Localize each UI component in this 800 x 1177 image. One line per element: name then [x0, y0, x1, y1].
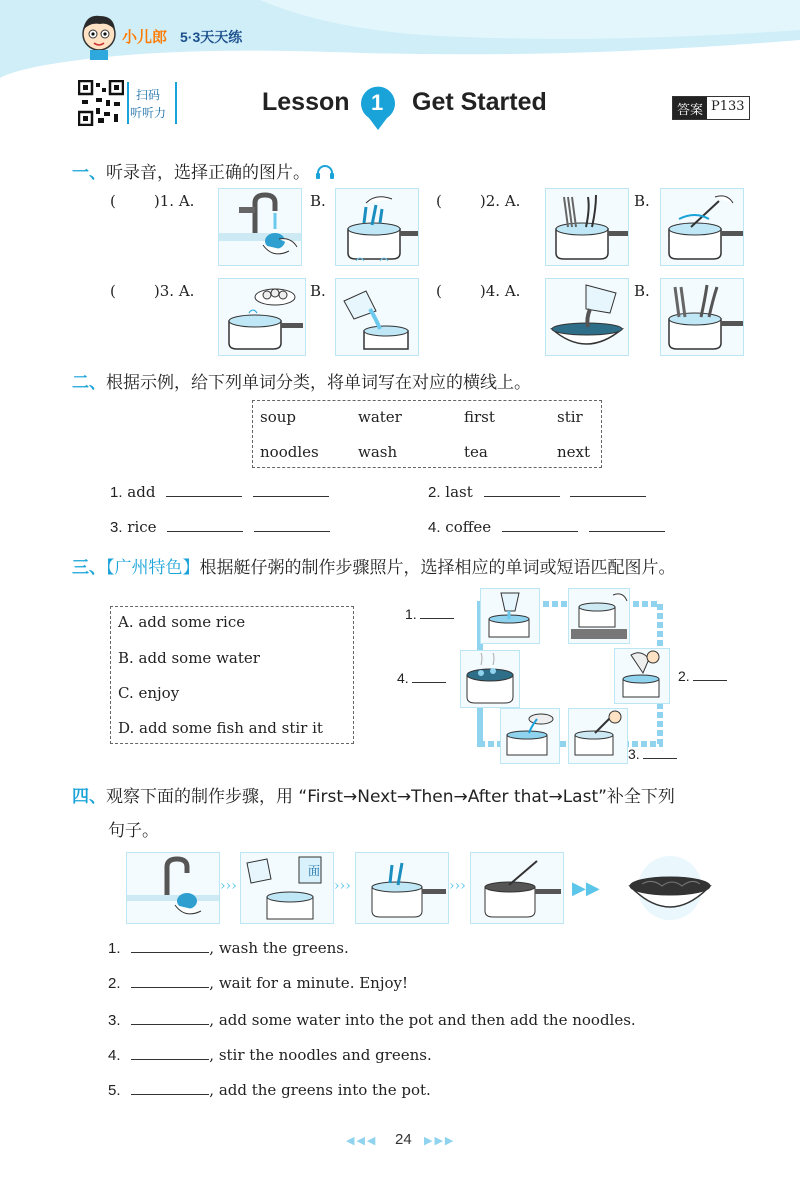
classify-blank-2b[interactable]: [570, 482, 646, 497]
word-bank-5: noodles: [260, 443, 319, 461]
cycle-label-4: [397, 668, 446, 686]
cycle-photo-1-pour-water[interactable]: [480, 588, 540, 644]
q2-picture-b-stir[interactable]: [660, 188, 744, 266]
cycle-blank-4[interactable]: [412, 668, 446, 683]
section3-number: 三、: [72, 558, 106, 578]
q4-close-paren: ): [479, 282, 486, 300]
header-band: [0, 0, 800, 78]
sentence-3: [108, 1010, 636, 1029]
q1-option-a: A.: [178, 192, 195, 210]
step-photo-wash[interactable]: [126, 852, 220, 924]
section1-heading: [72, 158, 335, 183]
sentence-1-blank[interactable]: [131, 938, 209, 953]
classify-blank-4a[interactable]: [502, 517, 578, 532]
cycle-photo-2-stove[interactable]: [568, 588, 630, 644]
qr-label-2: 听听力: [130, 106, 167, 120]
header-wave: [0, 0, 800, 78]
cycle-blank-1[interactable]: [420, 604, 454, 619]
sentence-4-blank[interactable]: [131, 1045, 209, 1060]
step-arrow-2: ›››: [334, 878, 351, 894]
sentence-1-num: 1.: [108, 940, 121, 957]
option-c: C. enjoy: [118, 684, 180, 702]
q4-row: [436, 282, 520, 300]
answer-label: 答案: [673, 97, 707, 119]
cycle-label-1-num: 1.: [405, 606, 417, 622]
section1-title: 听录音，选择正确的图片。: [106, 163, 310, 183]
classify-item-2-word: last: [445, 483, 473, 501]
classify-blank-1a[interactable]: [166, 482, 242, 497]
word-bank-4: stir: [557, 408, 583, 426]
sentence-3-text: , add some water into the pot and then add the noodles.: [209, 1011, 636, 1029]
q1-close-paren: ): [153, 192, 160, 210]
q4-option-a: A.: [504, 282, 521, 300]
qr-label-1: 扫码: [136, 88, 161, 102]
classify-item-2-num: 2.: [428, 484, 441, 501]
word-bank-3: first: [464, 408, 495, 426]
classify-item-1-word: add: [127, 483, 156, 501]
option-d: D. add some fish and stir it: [118, 719, 323, 737]
cycle-blank-2[interactable]: [693, 666, 727, 681]
mascot-avatar: [78, 12, 120, 60]
step-arrow-1: ›››: [220, 878, 237, 894]
step-arrow-4: ▶▶: [572, 878, 600, 899]
sentence-2: [108, 973, 408, 992]
sentence-5-text: , add the greens into the pot.: [209, 1081, 431, 1099]
sentence-3-blank[interactable]: [131, 1010, 209, 1025]
classify-item-3-num: 3.: [110, 519, 123, 536]
page-next-arrows: ▶▶▶: [424, 1134, 456, 1147]
section2-heading: [72, 368, 531, 393]
lesson-word: Lesson: [262, 88, 350, 116]
sentence-5: [108, 1080, 431, 1099]
q1-option-b: B.: [310, 192, 326, 210]
classify-item-2: [428, 482, 646, 501]
classify-item-4: [428, 517, 665, 536]
headphones-icon[interactable]: [315, 164, 335, 180]
cycle-blank-3[interactable]: [643, 744, 677, 759]
q3-num: 3.: [159, 282, 175, 300]
q3-option-a: A.: [178, 282, 195, 300]
cycle-label-3: [628, 744, 677, 762]
q2-option-a: A.: [504, 192, 521, 210]
word-bank-1: soup: [260, 408, 296, 426]
classify-item-3-word: rice: [127, 518, 157, 536]
q2-picture-a-noodles-in-pot[interactable]: [545, 188, 629, 266]
classify-blank-4b[interactable]: [589, 517, 665, 532]
answer-ref[interactable]: [672, 96, 750, 120]
sentence-5-num: 5.: [108, 1082, 121, 1099]
q4-picture-a-serve-bowl[interactable]: [545, 278, 629, 356]
sentence-4-text: , stir the noodles and greens.: [209, 1046, 432, 1064]
classify-item-1: [110, 482, 329, 501]
q1-row: [110, 192, 194, 210]
section4-title-line1: 观察下面的制作步骤，用 “First→Next→Then→After that→Last”补全下列: [106, 787, 675, 807]
qr-code[interactable]: [78, 80, 124, 126]
section4-number: 四、: [72, 787, 106, 807]
q3-picture-a-dumplings[interactable]: [218, 278, 306, 356]
section3-title: 根据艇仔粥的制作步骤照片，选择相应的单词或短语匹配图片。: [199, 558, 676, 578]
q2-open-paren: (: [436, 192, 442, 210]
series-name: 5·3天天练: [180, 29, 243, 45]
cycle-label-4-num: 4.: [397, 670, 409, 686]
word-bank-2: water: [358, 408, 402, 426]
word-bank-6: wash: [358, 443, 398, 461]
q4-open-paren: (: [436, 282, 442, 300]
q1-num: 1.: [159, 192, 175, 210]
classify-item-4-word: coffee: [445, 518, 492, 536]
q4-num: 4.: [485, 282, 501, 300]
classify-item-1-num: 1.: [110, 484, 123, 501]
q3-option-b: B.: [310, 282, 326, 300]
sentence-1: [108, 938, 349, 957]
step-photo-stir[interactable]: [470, 852, 564, 924]
sentence-4-num: 4.: [108, 1047, 121, 1064]
step-photo-add-greens[interactable]: [355, 852, 449, 924]
q2-num: 2.: [485, 192, 501, 210]
sentence-2-blank[interactable]: [131, 973, 209, 988]
cycle-photo-3-add-rice[interactable]: [614, 648, 670, 704]
section1-number: 一、: [72, 163, 106, 183]
sentence-3-num: 3.: [108, 1012, 121, 1029]
page-number: 24: [395, 1131, 412, 1148]
classify-blank-3a[interactable]: [167, 517, 243, 532]
word-bank-8: next: [557, 443, 591, 461]
cycle-photo-4-stir[interactable]: [568, 708, 628, 764]
option-b: B. add some water: [118, 649, 260, 667]
section3-heading: [72, 553, 676, 578]
sentence-2-text: , wait for a minute. Enjoy!: [209, 974, 409, 992]
q3-picture-b-pour-water[interactable]: [335, 278, 419, 356]
sentence-1-text: , wash the greens.: [209, 939, 349, 957]
step-photo-bowl[interactable]: [622, 852, 718, 922]
page-prev-arrows: ◀◀◀: [346, 1134, 378, 1147]
noodle-pack-label: 面: [308, 864, 321, 878]
section2-number: 二、: [72, 373, 106, 393]
brand-name: 小儿郎: [122, 29, 168, 46]
cycle-photo-5-add-fish[interactable]: [500, 708, 560, 764]
lesson-title: Get Started: [412, 88, 547, 116]
q2-row: [436, 192, 520, 210]
sentence-5-blank[interactable]: [131, 1080, 209, 1095]
word-bank-7: tea: [464, 443, 488, 461]
cycle-label-3-num: 3.: [628, 746, 640, 762]
cycle-label-1: [405, 604, 454, 622]
q3-row: [110, 282, 194, 300]
classify-item-4-num: 4.: [428, 519, 441, 536]
lesson-number: 1: [371, 90, 384, 115]
q3-open-paren: (: [110, 282, 116, 300]
sentence-4: [108, 1045, 432, 1064]
step-arrow-3: ›››: [449, 878, 466, 894]
option-a: A. add some rice: [118, 613, 246, 631]
cycle-label-2-num: 2.: [678, 668, 690, 684]
classify-blank-3b[interactable]: [254, 517, 330, 532]
classify-blank-2a[interactable]: [484, 482, 560, 497]
q4-picture-b-noodles-in-pot[interactable]: [660, 278, 744, 356]
q1-picture-a-wash[interactable]: [218, 188, 302, 266]
section4-heading: [72, 780, 752, 848]
q2-close-paren: ): [479, 192, 486, 210]
section4-title-line2: 句子。: [108, 821, 159, 841]
q1-picture-b-add-greens[interactable]: [335, 188, 419, 266]
section3-tag: 【广州特色】: [106, 558, 200, 578]
q2-option-b: B.: [634, 192, 650, 210]
classify-blank-1b[interactable]: [253, 482, 329, 497]
cycle-photo-6-enjoy[interactable]: [460, 650, 520, 708]
q3-close-paren: ): [153, 282, 160, 300]
cycle-label-2: [678, 666, 727, 684]
section2-title: 根据示例，给下列单词分类，将单词写在对应的横线上。: [106, 373, 531, 393]
classify-item-3: [110, 517, 330, 536]
answer-page: P133: [707, 97, 749, 119]
q1-open-paren: (: [110, 192, 116, 210]
q4-option-b: B.: [634, 282, 650, 300]
sentence-2-num: 2.: [108, 975, 121, 992]
